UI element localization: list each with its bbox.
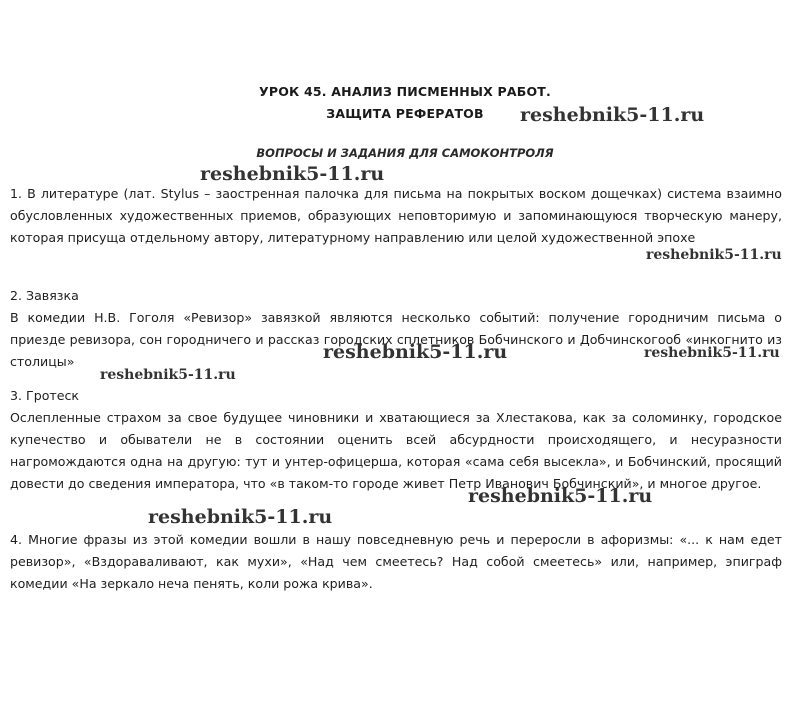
item-2-text: В комедии Н.В. Гоголя «Ревизор» завязкой являются несколько событий: получение городничим письма о приезде ревизора, сон городничего и рассказ городских сплетников Бобчинского и Добчинскогооб «инкогнито из столицы» <box>10 310 782 369</box>
watermark: reshebnik5-11.ru <box>148 506 333 528</box>
lesson-title: УРОК 45. АНАЛИЗ ПИСМЕННЫХ РАБОТ. <box>259 84 551 99</box>
lesson-subtitle: ЗАЩИТА РЕФЕРАТОВ <box>326 106 484 121</box>
watermark: reshebnik5-11.ru <box>646 247 782 263</box>
watermark: reshebnik5-11.ru <box>644 345 780 361</box>
watermark: reshebnik5-11.ru <box>200 163 385 185</box>
watermark: reshebnik5-11.ru <box>520 104 705 126</box>
item-4-text: 4. Многие фразы из этой комедии вошли в нашу повседневную речь и переросли в афоризмы: «... к нам едет ревизор», «Вздораваливают, как мухи», «Над чем смеетесь? Над собой смеетесь» или, например, эпиграф комедии «На зеркало неча пенять, коли рожа крива». <box>10 532 782 591</box>
item-1-text: 1. В литературе (лат. Stylus – заостренная палочка для письма на покрытых воском дощечках) система взаимно обусловленных художественных приемов, образующих неповторимую и запоминающуюся творческую манеру, которая присуща отдельному автору, литературному направлению или целой художественной эпохе <box>10 186 782 245</box>
watermark: reshebnik5-11.ru <box>468 485 653 507</box>
item-3-heading: 3. Гротеск <box>10 388 80 403</box>
item-2-heading: 2. Завязка <box>10 288 79 303</box>
watermark: reshebnik5-11.ru <box>100 367 236 383</box>
watermark: reshebnik5-11.ru <box>323 341 508 363</box>
item-3-text: Ослепленные страхом за свое будущее чиновники и хватающиеся за Хлестакова, как за соломинку, городское купечество и обыватели не в состоянии оценить всей абсурдности происходящего, и несуразности нагромождаются одна на другую: тут и унтер-офицерша, которая «сама себя высекла», и Бобчинский, просящий довести до сведения императора, что «в таком-то городе живет Петр Иванович Бобчинский», и многое другое. <box>10 410 782 491</box>
section-heading: ВОПРОСЫ И ЗАДАНИЯ ДЛЯ САМОКОНТРОЛЯ <box>256 146 554 160</box>
